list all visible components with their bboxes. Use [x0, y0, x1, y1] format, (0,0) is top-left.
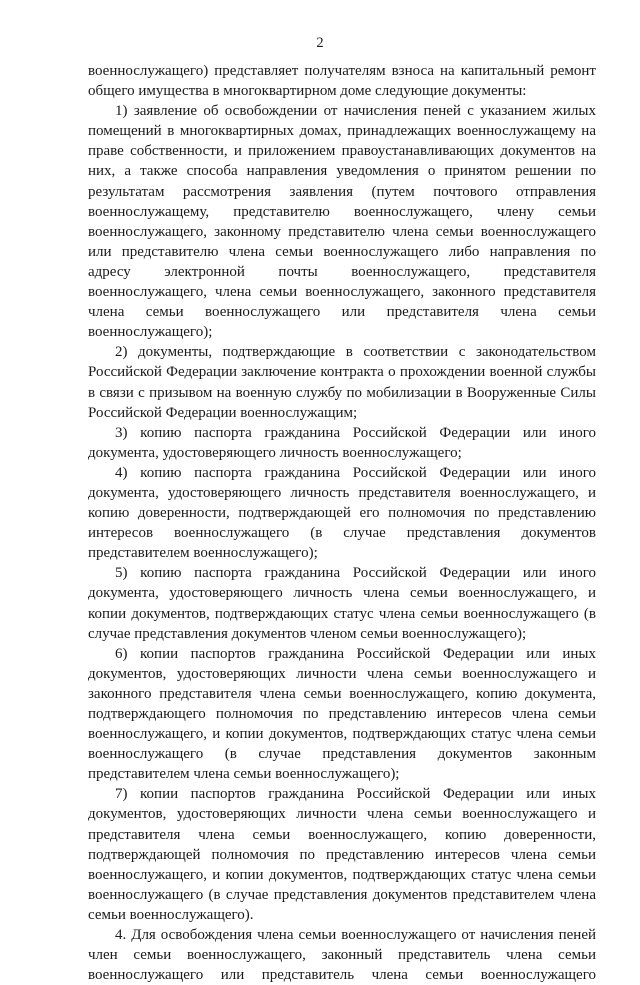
list-item-1: 1) заявление об освобождении от начисления пеней с указанием жилых помещений в многоквартирных домах, принадлежащих военнослужащему на праве собственности, и приложением правоустанавливающих документов на них, а также способа направления уведомления о принятом решении по результатам рассмотрения заявления (путем почтового отправления военнослужащему, представителю военнослужащего, члену семьи военнослужащего, законному представителю члена семьи военнослужащего или представителю члена семьи военнослужащего либо направления по адресу электронной почты военнослужащего, представителя военнослужащего, члена семьи военнослужащего, законного представителя члена семьи военнослужащего или представителя члена семьи военнослужащего);: [88, 103, 596, 341]
list-item-5: 5) копию паспорта гражданина Российской Федерации или иного документа, удостоверяющего личность члена семьи военнослужащего, и копии документов, подтверждающих статус члена семьи военнослужащего (в случае представления документов членом семьи военнослужащего);: [88, 565, 596, 642]
paragraph-section-4: 4. Для освобождения члена семьи военнослужащего от начисления пеней член семьи военнослужащего, законный представитель члена семьи военнослужащего или представитель члена семьи военнослужащего: [88, 927, 596, 984]
list-item-7: 7) копии паспортов гражданина Российской Федерации или иных документов, удостоверяющих личности члена семьи военнослужащего и представителя члена семьи военнослужащего, копию доверенности, подтверждающей полномочия по представлению интересов члена семьи военнослужащего, и копии документов, подтверждающих статус члена семьи военнослужащего (в случае представления документов представителем члена семьи военнослужащего).: [88, 786, 596, 923]
list-item-2: 2) документы, подтверждающие в соответствии с законодательством Российской Федерации заключение контракта о прохождении военной службы в связи с призывом на военную службу по мобилизации в Вооруженные Силы Российской Федерации военнослужащим;: [88, 344, 596, 421]
list-item-6: 6) копии паспортов гражданина Российской Федерации или иных документов, удостоверяющих личности члена семьи военнослужащего и законного представителя члена семьи военнослужащего, копию документа, подтверждающего полномочия по представлению интересов члена семьи военнослужащего, и копии документов, подтверждающих статус члена семьи военнослужащего (в случае представления документов законным представителем члена семьи военнослужащего);: [88, 645, 596, 783]
page-number: 2: [316, 35, 324, 51]
list-item-3: 3) копию паспорта гражданина Российской Федерации или иного документа, удостоверяющего личность военнослужащего;: [88, 424, 596, 461]
paragraph-intro-continuation: военнослужащего) представляет получателям взноса на капитальный ремонт общего имущества в многоквартирном доме следующие документы:: [88, 63, 596, 100]
list-item-4: 4) копию паспорта гражданина Российской Федерации или иного документа, удостоверяющего личность представителя военнослужащего, и копию доверенности, подтверждающей его полномочия по представлению интересов военнослужащего (в случае представления документов представителем военнослужащего);: [88, 464, 596, 562]
document-body: [88, 61, 596, 985]
